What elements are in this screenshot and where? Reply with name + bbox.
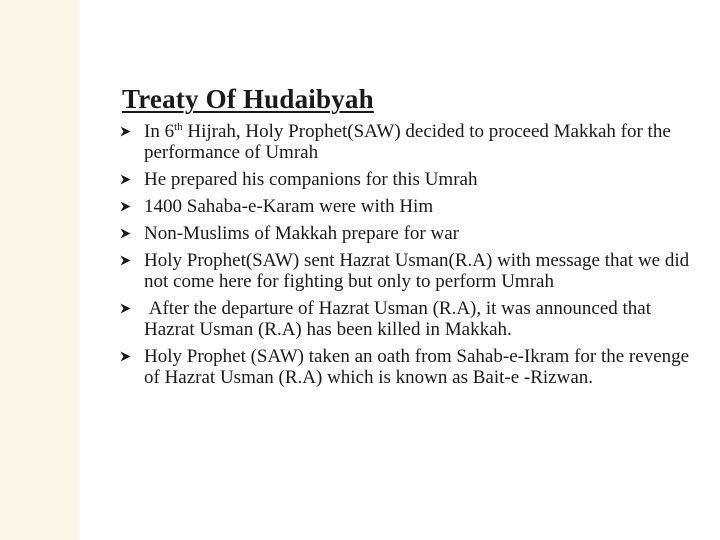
arrowhead-bullet-icon: [120, 201, 131, 212]
bullet-item: [120, 346, 700, 388]
bullet-item: [120, 121, 700, 163]
bullet-text: After the departure of Hazrat Usman (R.A), it was announced that Hazrat Usman (R.A) has been killed in Makkah.: [144, 298, 656, 340]
arrowhead-bullet-icon: [120, 228, 131, 239]
bullet-text: He prepared his companions for this Umrah: [144, 169, 478, 190]
bullet-text: 1400 Sahaba-e-Karam were with Him: [144, 196, 434, 217]
arrowhead-bullet-icon: [120, 126, 131, 137]
bullet-list: [120, 121, 700, 394]
bullet-item: [120, 196, 700, 217]
bullet-item: [120, 250, 700, 292]
bullet-text: Non-Muslims of Makkah prepare for war: [144, 223, 459, 244]
bullet-item: [120, 169, 700, 190]
bullet-text: In 6th Hijrah, Holy Prophet(SAW) decided to proceed Makkah for the performance of Umrah: [144, 121, 671, 163]
arrowhead-bullet-icon: [120, 255, 131, 266]
bullet-text: Holy Prophet (SAW) taken an oath from Sahab-e-Ikram for the revenge of Hazrat Usman (R.A) which is known as Bait-e -Rizwan.: [144, 346, 690, 388]
bullet-item: [120, 223, 700, 244]
slide-title: Treaty Of Hudaibyah: [122, 84, 374, 114]
arrowhead-bullet-icon: [120, 303, 131, 314]
bullet-item: [120, 298, 700, 340]
arrowhead-bullet-icon: [120, 174, 131, 185]
arrowhead-bullet-icon: [120, 351, 131, 362]
left-decorative-band: [0, 0, 79, 540]
bullet-text: Holy Prophet(SAW) sent Hazrat Usman(R.A) with message that we did not come here for fighting but only to perform Umrah: [144, 250, 690, 292]
